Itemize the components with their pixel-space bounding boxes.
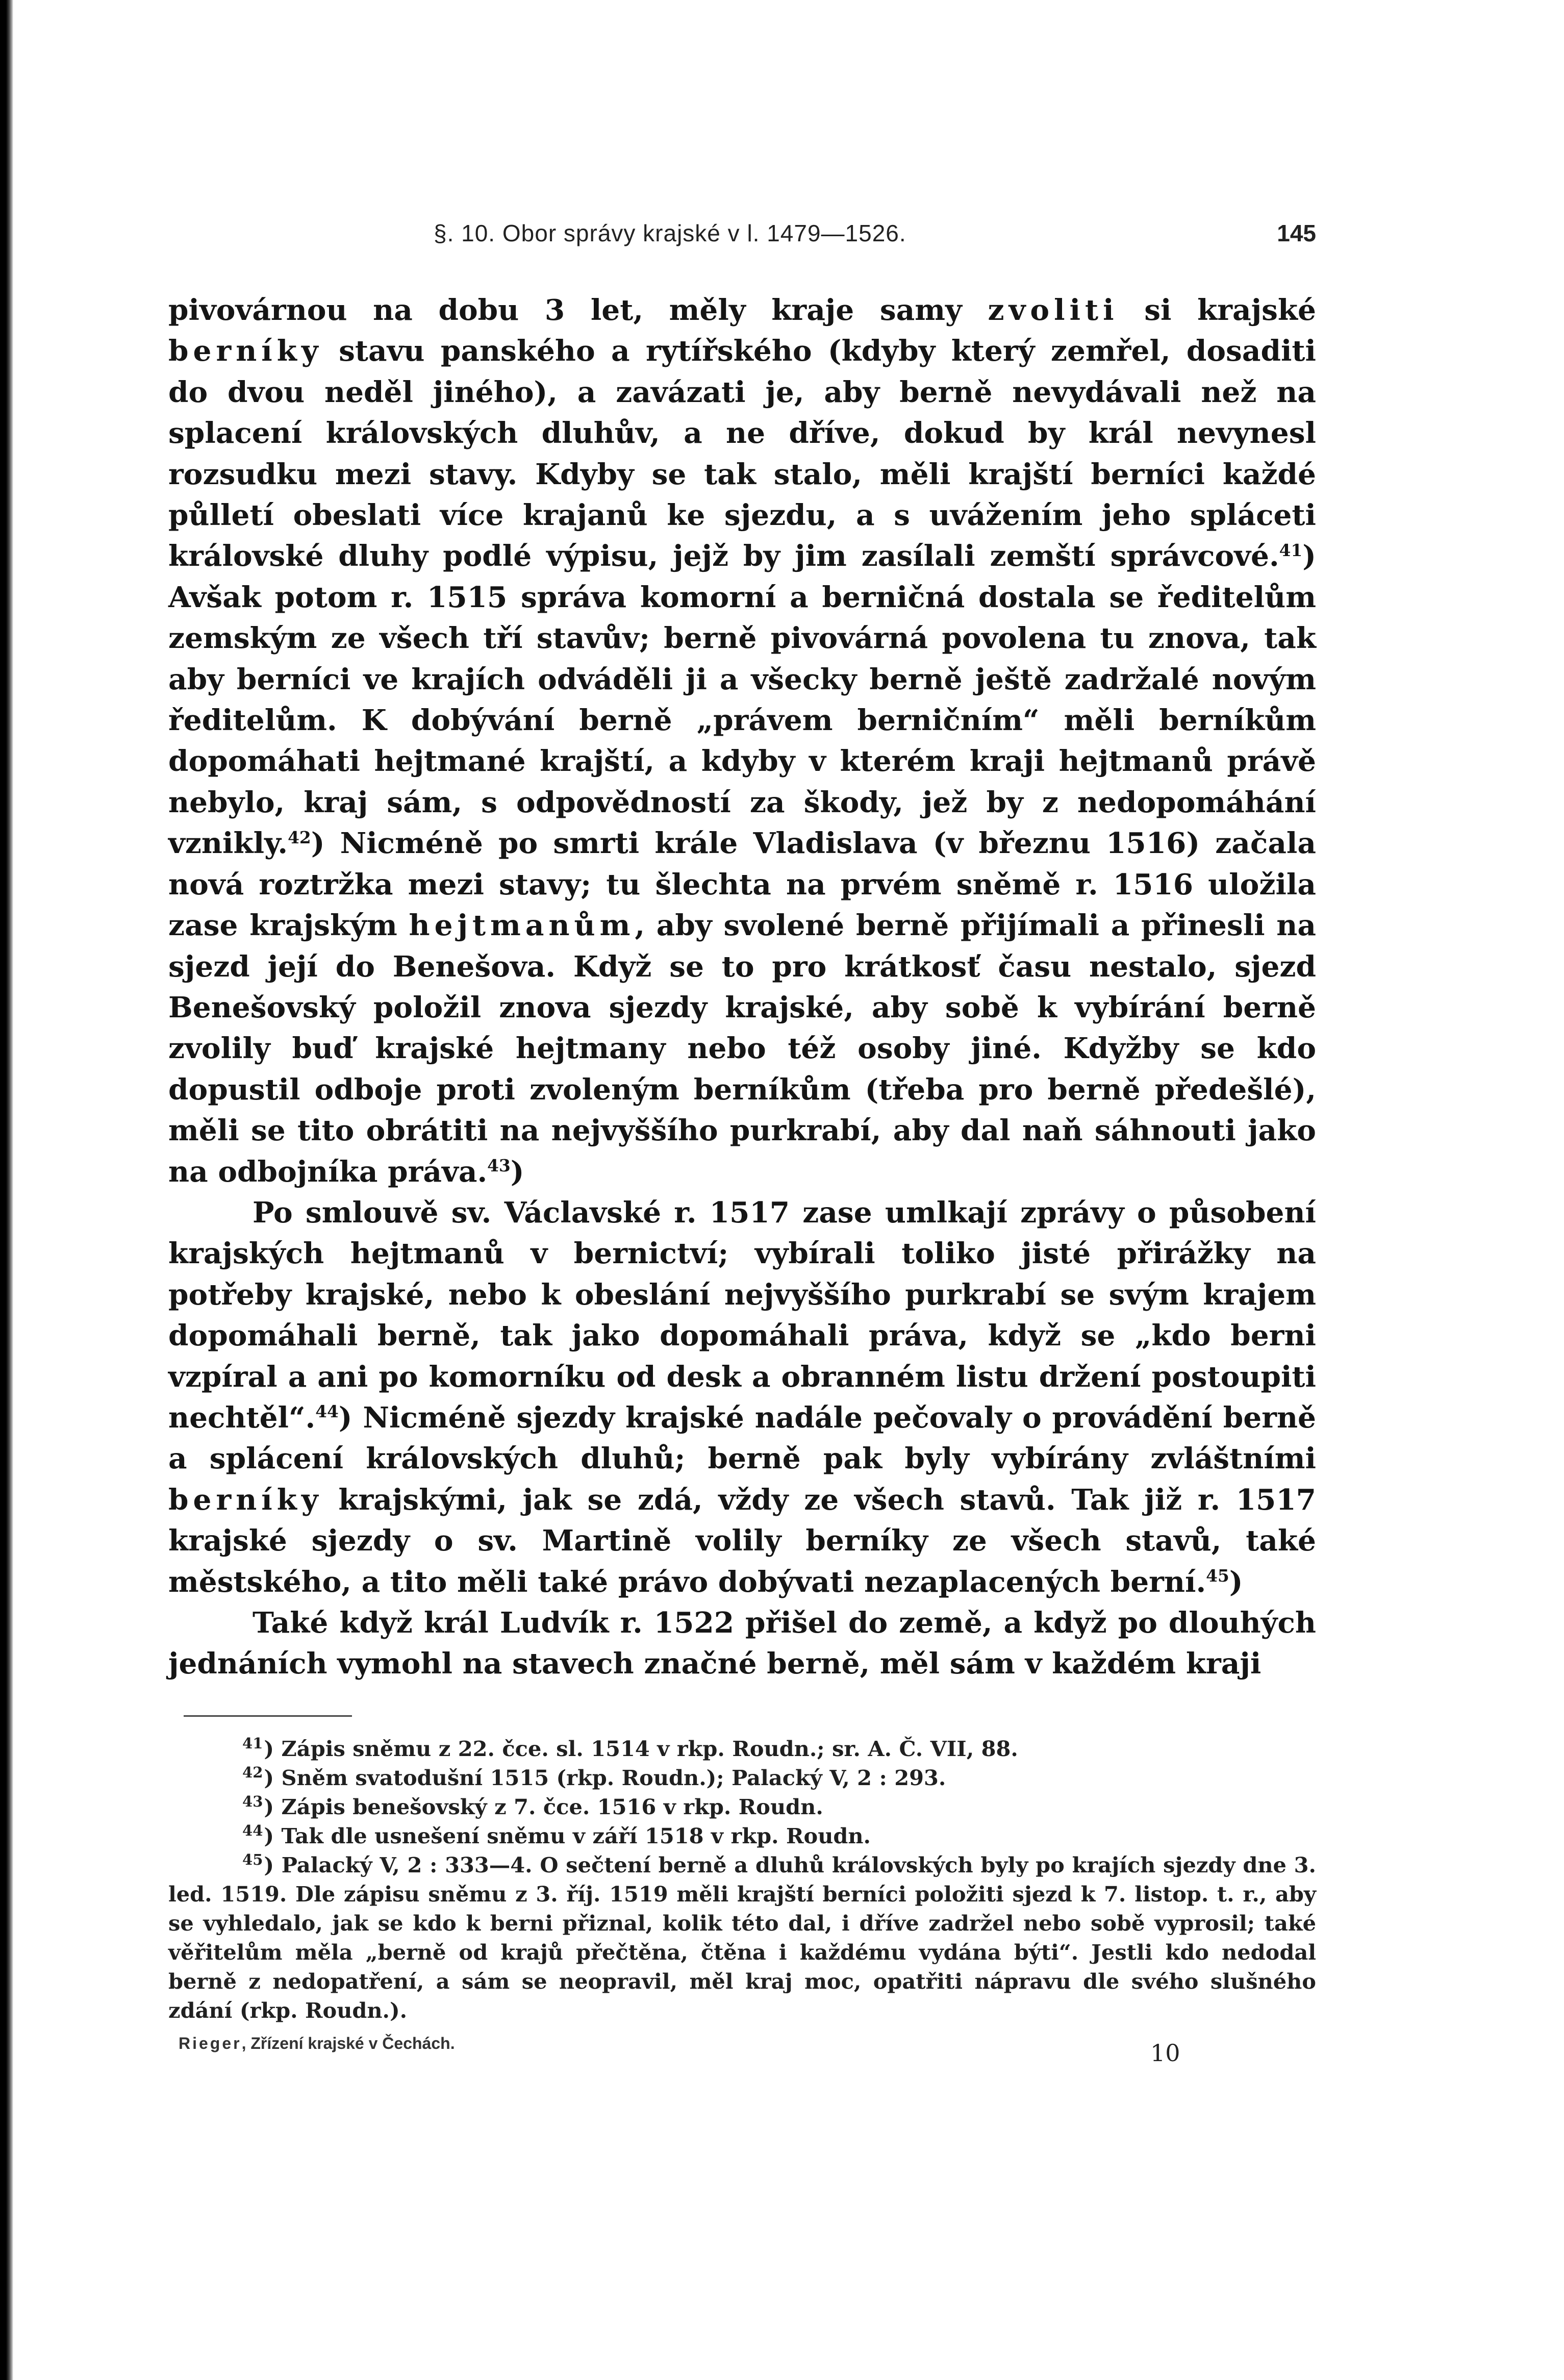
footnote-45 <box>168 1850 1316 2025</box>
text-run: stavu panského a rytířského (kdyby který zemřel, dosaditi do dvou neděl jiného), a zavázati je, aby berně nevydávali než na splacení královských dluhův, a ne dříve, dokud by král nevynesl rozsudku mezi stavy. Kdyby se tak stalo, měli krajští berníci každé půlletí obeslati více krajanů ke sjezdu, a s uvážením jeho spláceti královské dluhy podlé výpisu, jejž by jim zasílali zemští správcové. <box>168 334 1316 573</box>
text-run: ) <box>1229 1565 1243 1599</box>
text-run: Po smlouvě sv. Václavské r. 1517 zase umlkají zprávy o působení krajských hejtmanů v bernictví; vybírali toliko jisté přirážky na potřeby krajské, nebo k obeslání nejvyššího purkrabí se svým krajem dopomáhali berně, tak jako dopomáhali práva, když se „kdo berni vzpíral a ani po komorníku od desk a obranném listu držení postoupiti nechtěl“. <box>168 1195 1316 1435</box>
page-number: 145 <box>1277 220 1316 246</box>
footnote-41 <box>168 1734 1316 1763</box>
footnote-text: ) Sněm svatodušní 1515 (rkp. Roudn.); Palacký V, 2 : 293. <box>264 1765 946 1790</box>
footnote-ref-45: 45 <box>1206 1565 1229 1586</box>
footnote-text: ) Zápis benešovský z 7. čce. 1516 v rkp. Roudn. <box>264 1794 823 1819</box>
page-footer <box>168 2029 1316 2065</box>
footnote-number: 41 <box>242 1734 263 1752</box>
signature-author: Rieger <box>179 2034 242 2052</box>
emphasis-spaced: berníky <box>168 334 323 368</box>
footnote-text: ) Zápis sněmu z 22. čce. sl. 1514 v rkp. Roudn.; sr. A. Č. VII, 88. <box>264 1736 1018 1761</box>
footnote-43 <box>168 1792 1316 1821</box>
page-header <box>168 219 1316 260</box>
footnote-divider <box>184 1715 352 1717</box>
footnote-number: 45 <box>242 1850 263 1868</box>
footnote-ref-41: 41 <box>1279 540 1303 560</box>
footnote-number: 43 <box>242 1792 263 1810</box>
text-run: pivovárnou na dobu 3 let, měly kraje samy <box>168 293 988 327</box>
text-run: krajskými, jak se zdá, vždy ze všech stavů. Tak již r. 1517 krajské sjezdy o sv. Martině volily berníky ze všech stavů, také městského, a tito měli také právo dobývati nezaplacených berní. <box>168 1483 1316 1599</box>
paragraph-3: Také když král Ludvík r. 1522 přišel do země, a když po dlouhých jednáních vymohl na stavech značné berně, měl sám v každém kraji <box>168 1606 1316 1681</box>
text-run: , aby svolené berně přijímali a přinesli na sjezd její do Benešova. Když se to pro krátkosť času nestalo, sjezd Benešovský položil znova sjezdy krajské, aby sobě k vybírání berně zvolily buď krajské hejtmany nebo též osoby jiné. Kdyžby se kdo dopustil odboje proti zvoleným berníkům (třeba pro berně předešlé), měli se tito obrátiti na nejvyššího purkrabí, aby dal naň sáhnouti jako na odbojníka práva. <box>168 909 1316 1189</box>
text-run: si krajské <box>1118 293 1316 327</box>
text-run: ) Avšak potom r. 1515 správa komorní a berničná dostala se ředitelům zemským ze všech tří stavův; berně pivovárná povolena tu znova, tak aby berníci ve krajích odváděli ji a všecky berně ještě zadržalé novým ředitelům. K dobývání berně „právem berničním“ měli berníkům dopomáhati hejtmané krajští, a kdyby v kterém kraji hejtmanů právě nebylo, kraj sám, s odpovědností za škody, jež by z nedopomáhání vznikly. <box>168 539 1316 861</box>
emphasis-spaced: hejtmanům <box>409 909 635 943</box>
printer-signature <box>179 2034 455 2053</box>
footnote-number: 42 <box>242 1763 263 1781</box>
scan-left-edge <box>0 0 13 2380</box>
running-head: §. 10. Obor správy krajské v l. 1479—1526. <box>434 220 906 246</box>
footnote-number: 44 <box>242 1821 263 1839</box>
footnote-42 <box>168 1763 1316 1792</box>
footnote-ref-42: 42 <box>288 827 311 847</box>
signature-title: , Zřízení krajské v Čechách. <box>241 2034 455 2052</box>
text-run: ) Nicméně sjezdy krajské nadále pečovaly o provádění berně a splácení královských dluhů; berně pak byly vybírány zvláštními <box>168 1400 1316 1476</box>
emphasis-spaced: zvoliti <box>988 293 1119 327</box>
main-text <box>168 290 1316 1685</box>
footnote-text: ) Palacký V, 2 : 333—4. O sečtení berně a dluhů královských byly po krajích sjezdy dne 3. led. 1519. Dle zápisu sněmu z 3. říj. 1519 měli krajští berníci položiti sjezd k 7. listop. t. r., aby se vyhledalo, jak se kdo k berni přiznal, kolik této dal, i dříve zadržel nebo sobě vyprosil; také věřitelům měla „berně od krajů přečtěna, čtěna i každému vydána býti“. Jestli kdo nedodal berně z nedopatření, a sám se neopravil, měl kraj moc, opatřiti nápravu dle svého slušného zdání (rkp. Roudn.). <box>168 1852 1316 2023</box>
footnote-44 <box>168 1821 1316 1850</box>
footnote-ref-43: 43 <box>487 1155 511 1175</box>
footnote-text: ) Tak dle usnešení sněmu v září 1518 v rkp. Roudn. <box>264 1823 871 1848</box>
paragraph-1 <box>168 290 1316 1192</box>
paragraph-2 <box>168 1192 1316 1602</box>
text-run: ) <box>510 1155 524 1189</box>
emphasis-spaced: berníky <box>168 1483 323 1517</box>
sheet-number: 10 <box>1150 2039 1180 2067</box>
footnotes <box>168 1734 1316 2025</box>
footnote-ref-44: 44 <box>315 1401 339 1422</box>
text-run: ) Nicméně po smrti krále Vladislava (v březnu 1516) začala nová roztržka mezi stavy; tu šlechta na prvém sněmě r. 1516 uložila zase krajským <box>168 826 1316 943</box>
book-page <box>168 219 1316 2065</box>
